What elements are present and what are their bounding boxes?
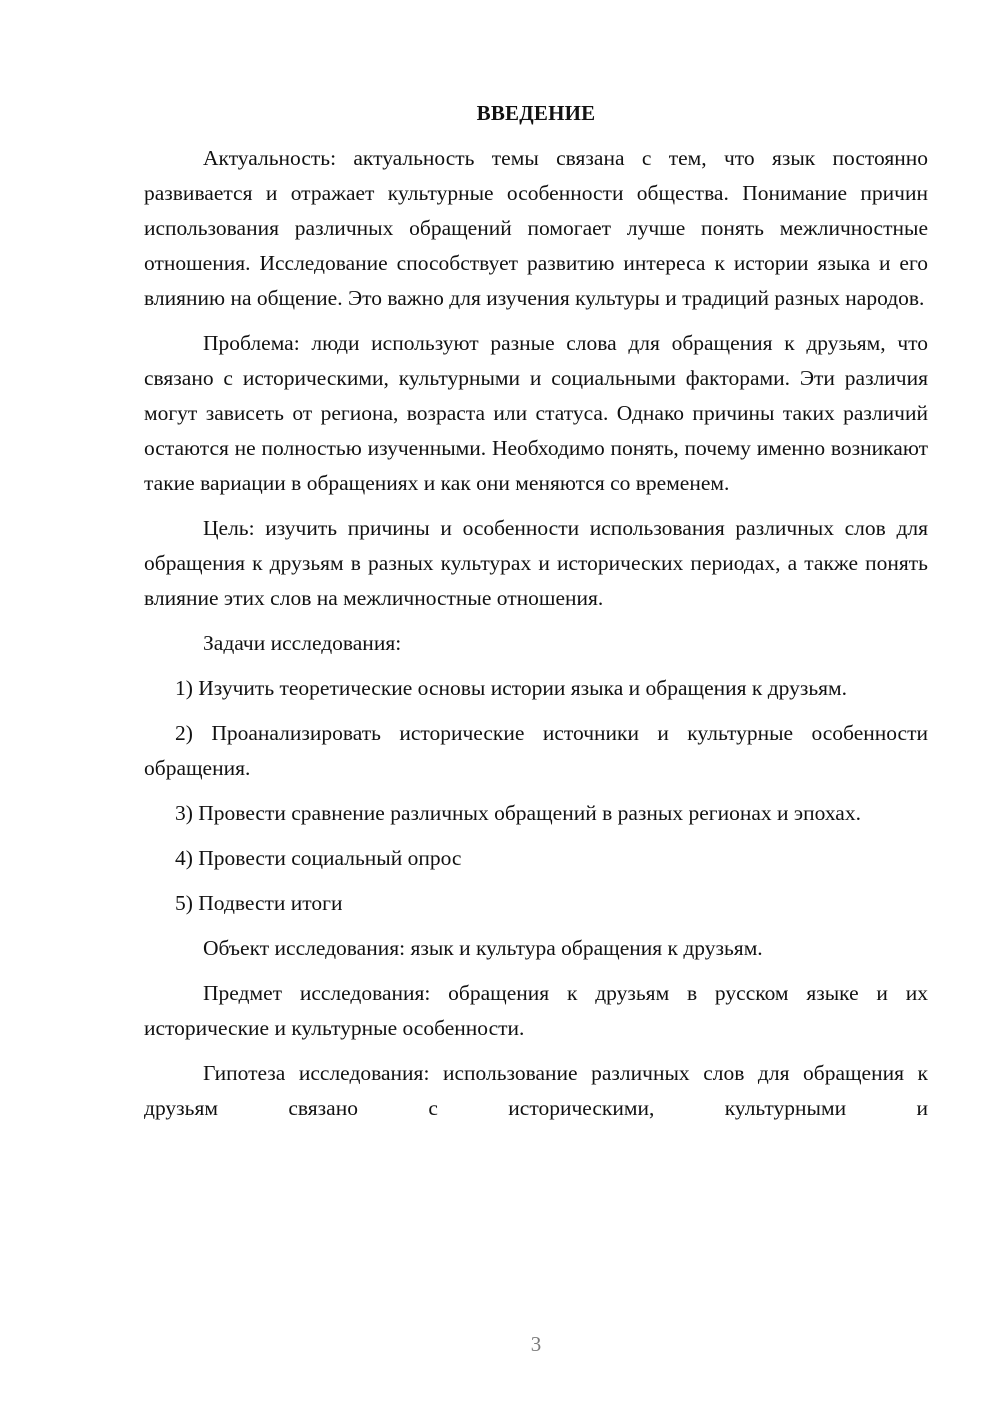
relevance-paragraph: Актуальность: актуальность темы связана с тем, что язык постоянно развивается и отражает культурные особенности общества. Понимание причин использования различных обращений помогает лучше понять межличностные отношения. Исследование способствует развитию интереса к истории языка и его влиянию на общение. Это важно для изучения культуры и традиций разных народов. — [144, 146, 928, 310]
object-paragraph: Объект исследования: язык и культура обращения к друзьям. — [203, 936, 763, 960]
page-number: 3 — [530, 1332, 542, 1356]
problem-paragraph: Проблема: люди используют разные слова для обращения к друзьям, что связано с историческими, культурными и социальными факторами. Эти различия могут зависеть от региона, возраста или статуса. Однако причины таких различий остаются не полностью изученными. Необходимо понять, почему именно возникают такие вариации в обращениях и как они меняются со временем. — [144, 331, 928, 495]
task-item-1: 1) Изучить теоретические основы истории языка и обращения к друзьям. — [175, 676, 848, 700]
task-item-3: 3) Провести сравнение различных обращений в разных регионах и эпохах. — [175, 801, 861, 825]
page-body — [144, 96, 928, 1126]
hypothesis-paragraph: Гипотеза исследования: использование различных слов для обращения к друзьям связано с историческими, культурными и — [144, 1061, 928, 1120]
tasks-heading: Задачи исследования: — [203, 631, 402, 655]
subject-paragraph: Предмет исследования: обращения к друзьям в русском языке и их исторические и культурные особенности. — [144, 981, 928, 1040]
task-item-5: 5) Подвести итоги — [175, 891, 343, 915]
task-item-2: 2) Проанализировать исторические источники и культурные особенности обращения. — [144, 721, 928, 780]
goal-paragraph: Цель: изучить причины и особенности использования различных слов для обращения к друзьям в разных культурах и исторических периодах, а также понять влияние этих слов на межличностные отношения. — [144, 516, 928, 610]
section-title: ВВЕДЕНИЕ — [476, 101, 596, 125]
task-item-4: 4) Провести социальный опрос — [175, 846, 462, 870]
